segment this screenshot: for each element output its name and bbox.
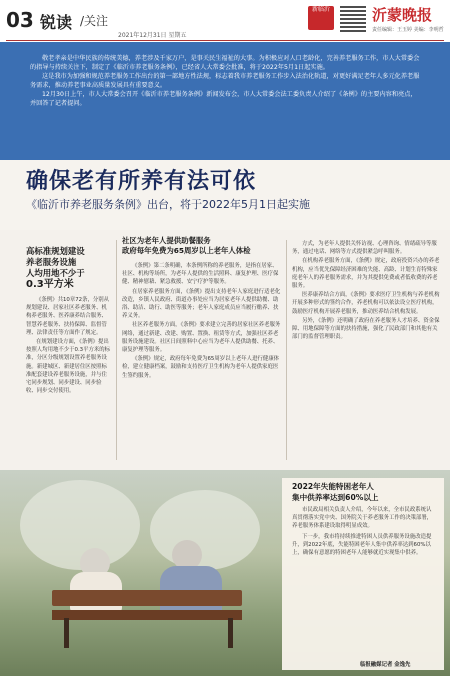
reporter-credit: 临报融媒记者 金逸先 <box>360 662 411 668</box>
sidebar-heading: 2022年失能特困老年人 集中供养率达到60%以上 <box>292 482 379 502</box>
header-divider <box>6 40 444 41</box>
qr-code-icon <box>340 6 366 32</box>
body-paragraph: 《条例》第二条明确，本条例所称的养老服务，是指在居家、社区、机构等场所，为老年人提供的生活照料、康复护理、医疗保健、精神慰藉、紧急救援、安宁疗护等服务。 <box>122 263 279 286</box>
lead-paragraph: 敬老孝亲是中华民族的传统美德，养老涉及千家万户，是事关民生福祉的大事。为积极应对人口老龄化，完善养老服务工作，市人大常委会的指导与持续关注下，制定了《临沂市养老服务条例》，已经省人大常委会批准，将于2022年5月1日起实施。 <box>30 55 420 71</box>
right-column-body <box>292 240 442 342</box>
body-paragraph: 方式，为老年人提供关怀访视、心理咨询、情绪疏导等服务，通过电话、网络等方式提供紧急呼叫服务。 <box>292 241 437 256</box>
middle-column-heading: 社区为老年人提供助餐服务 政府每年免费为65周岁以上老年人体检 <box>122 236 251 255</box>
page-header <box>0 0 450 42</box>
issue-date: 2021年12月31日 星期五 <box>118 32 187 39</box>
app-logo: 新临沂 <box>308 6 334 30</box>
lead-paragraph: 这是我市为加强和规范养老服务工作出台的第一部地方性法规，标志着我市养老服务工作步入法治化轨道，对更好满足老年人多元化养老服务需求，推动养老事业高质量发展具有重要意义。 <box>30 73 420 89</box>
lead-summary <box>0 42 450 160</box>
sub-headline: 《临沂市养老服务条例》出台，将于2022年5月1日起实施 <box>26 198 310 211</box>
body-paragraph: 《条例》共10章72条，分别从规划建设、居家社区养老服务、机构养老服务、医养康养结合服务、智慧养老服务、扶持保障、监督管理、法律责任等方面作了规定。 <box>26 297 110 336</box>
park-bench <box>52 590 242 606</box>
newspaper-masthead: 沂蒙晚报 <box>372 6 433 24</box>
body-paragraph: 社区养老服务方面，《条例》要求建立完善的居家社区养老服务网络，通过新建、改建、购置、置换、租赁等方式，加强社区养老服务设施建设。社区日间照料中心应当为老年人提供助餐、托养、康复护理等服务。 <box>122 322 281 354</box>
park-bench-seat <box>52 610 242 620</box>
body-paragraph: 在机构养老服务方面，《条例》规定，政府投资兴办的养老机构，应当优先保障经济困难的失能、高龄、计划生育特殊家庭老年人的养老服务需求，并为其提供免费或者低收费的养老服务。 <box>292 258 440 290</box>
column-divider <box>116 240 117 460</box>
body-paragraph: 下一步，我市将持续推进特困人员供养服务设施改造提升，到2022年底，失能特困老年人集中供养率达到60%以上，确保有意愿的特困老年人能够就近实现集中供养。 <box>292 533 432 557</box>
bench-leg <box>64 618 69 648</box>
section-title: 锐读 <box>40 13 73 32</box>
body-paragraph: 在居家养老服务方面，《条例》提出支持老年人家庭进行适老化改造，乡镇人民政府、街道办事处应当为居家老年人提供助餐、助浴、助洁、助行、助医等服务；老年人家庭成员应当履行赡养、扶养义务。 <box>122 288 281 320</box>
body-paragraph: 《条例》规定，政府每年免费为65周岁以上老年人进行健康体检，建立健康档案，鼓励和支持医疗卫生机构为老年人提供家庭医生签约服务。 <box>122 356 280 379</box>
left-column-heading: 高标准规划建设 养老服务设施 人均用地不少于 0.3平方米 <box>26 246 85 290</box>
body-paragraph: 医养康养结合方面，《条例》要求医疗卫生机构与养老机构开展多种形式的签约合作，养老机构可以依法设立医疗机构，鼓励医疗机构开展养老服务，推动医养结合机构发展。 <box>292 292 440 315</box>
body-paragraph: 另外，《条例》还明确了政府在养老服务人才培养、资金保障、用地保障等方面的扶持措施，强化了民政部门和其他有关部门的监督管理职责。 <box>292 317 440 341</box>
editor-credits: 责任编辑：王玉婷 美编：李明哲 <box>372 27 444 33</box>
subsection-title: /关注 <box>80 14 109 28</box>
page-number: 03 <box>6 8 34 32</box>
body-paragraph: 市民政局相关负责人介绍，今年以来，全市民政系统认真贯彻落实党中央、国务院关于养老服务工作的决策部署，养老服务体系建设取得明显成效。 <box>292 507 433 530</box>
lead-paragraph: 12月30日上午，市人大常委会召开《临沂市养老服务条例》新闻发布会，市人大常委会法工委负责人介绍了《条例》的主要内容和亮点，并回答了记者提问。 <box>30 91 417 107</box>
column-divider <box>286 240 287 460</box>
main-headline: 确保老有所养有法可依 <box>26 169 257 194</box>
sidebar-body <box>292 506 436 559</box>
body-paragraph: 在规划建设方面，《条例》提出按照人均用地不少于0.3平方米的标准，分区分级规划设置养老服务设施。新建城区、新建居住区按照标准配套建设养老服务设施，并与住宅同步规划、同步建设、同步验收、同步交付使用。 <box>26 339 111 395</box>
left-column-body <box>26 296 112 396</box>
bench-leg <box>228 618 233 648</box>
middle-column-body <box>122 262 282 381</box>
